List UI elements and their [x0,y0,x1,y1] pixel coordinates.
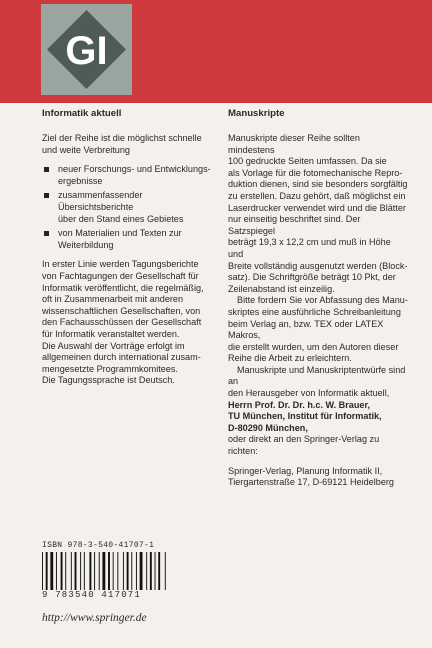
barcode-bar [42,552,43,590]
barcode-bar [89,552,91,590]
top-color-band [0,0,432,103]
heading-manuskripte: Manuskripte [228,108,285,119]
publisher-url[interactable]: http://www.springer.de [42,612,147,624]
logo-text: GI [65,29,108,73]
bullet-square-icon [44,167,49,172]
bullet-square-icon [44,193,49,198]
barcode-bar [165,552,166,590]
intro-text: Ziel der Reihe ist die möglichst schnelle und weite Verbreitung [42,133,202,155]
gi-logo [41,4,132,95]
barcode-bar [158,552,160,590]
barcode-bar [140,552,143,590]
publisher-address: Springer-Verlag, Planung Informatik II, Tiergartenstraße 17, D-69121 Heidelberg [228,465,394,488]
barcode-bar [155,552,156,590]
barcode-bar [99,552,100,590]
right-column [228,108,408,489]
barcode-bar [113,552,114,590]
barcode-bar [50,552,53,590]
barcode-bar [131,552,132,590]
barcode-bar [61,552,63,590]
barcode-bar [80,552,81,590]
barcode-bar [46,552,48,590]
list-item: neuer Forschungs- und Entwicklungs- ergebnisse [42,164,212,187]
barcode-bar [75,552,77,590]
paragraph-2: Bitte fordern Sie vor Abfassung des Manu- skriptes eine ausführliche Schreibanleitung beim Verlag an, bzw. TEX oder LATEX Makros, die erstellt wurden, um den Autoren dieser Reihe die Arbeit zu erleichtern. [228,295,408,364]
barcode-bar [56,552,57,590]
barcode-bar [65,552,66,590]
paragraph-3-end: oder direkt an den Springer-Verlag zu richten: [228,434,380,457]
barcode-bar [84,552,85,590]
barcode-bar [108,552,110,590]
paragraph-3: Manuskripte und Manuskriptentwürfe sind an den Herausgeber von Informatik aktuell, [228,364,406,399]
barcode-bar [127,552,129,590]
heading-informatik-aktuell: Informatik aktuell [42,108,122,119]
barcode-bar [94,552,95,590]
list-item: von Materialien und Texten zur Weiterbildung [42,228,212,251]
barcode-bar [136,552,137,590]
list-item: zusammenfassender Übersichtsberichte über den Stand eines Gebietes [42,190,212,225]
barcode-bar [71,552,72,590]
barcode-number: 9 783540 417071 [42,590,142,600]
body-text: In erster Linie werden Tagungsberichte von Fachtagungen der Gesellschaft für Informatik veröffentlicht, die regelmäßig, oft in Zusammenarbeit mit anderen wissenschaftlichen Gesellschaften, von den Fachausschüssen der Gesellschaft für Informatik veranstaltet werden. Die Auswahl der Vorträge erfolgt im allgemeinen durch international zusam- mengesetzte Programmkomitees. Die Tagungssprache ist Deutsch. [42,259,204,386]
barcode-bar [150,552,152,590]
barcode-bar [102,552,105,590]
left-column [42,108,212,387]
isbn-label: ISBN 978-3-540-41707-1 [42,541,155,550]
barcode-bar [117,552,118,590]
barcode-bar [146,552,147,590]
bullet-list [42,164,212,251]
paragraph-1: Manuskripte dieser Reihe sollten mindestens 100 gedruckte Seiten umfassen. Da sie als Vorlage für die fotomechanische Repro- duktion dienen, sind sie besonders sorgfältig zu erstellen. Dazu gehört, daß möglichst ein Laserdrucker verwendet wird und die Blätter nur einseitig beschriftet sind. Der Satzspiegel beträgt 19,3 x 12,2 cm und muß in Höhe und Breite vollständig ausgenutzt werden (Block- satz). Die Schriftgröße beträgt 10 Pkt, der Zeilenabstand ist einzeilig. [228,133,408,294]
barcode-bar [123,552,124,590]
bullet-square-icon [44,231,49,236]
editor-address: Herrn Prof. Dr. Dr. h.c. W. Brauer, TU München, Institut für Informatik, D-80290 München, [228,399,382,433]
